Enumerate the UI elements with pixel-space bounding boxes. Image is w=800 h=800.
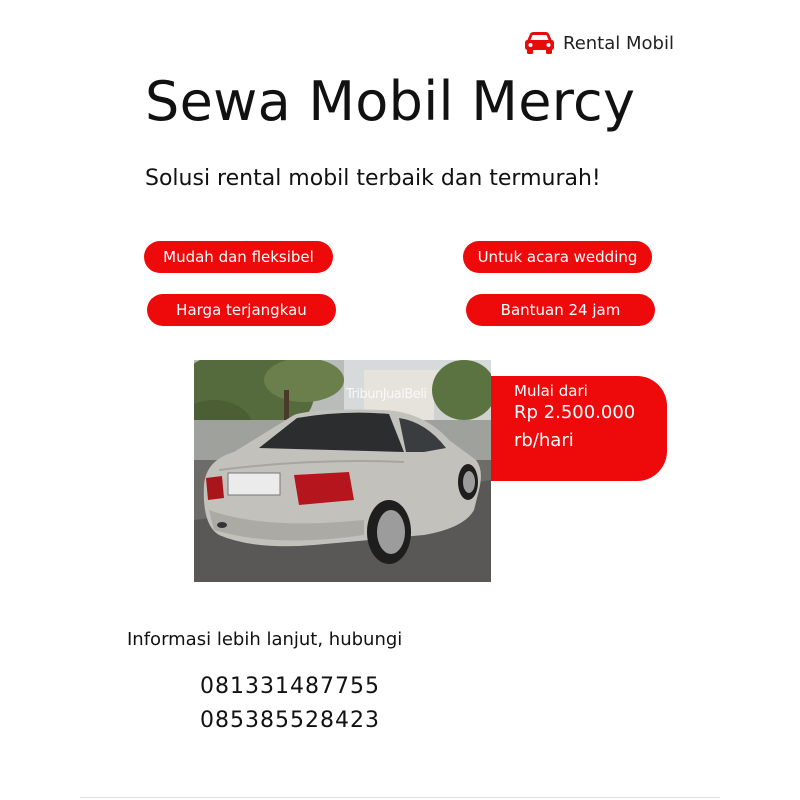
- phone-number: 081331487755: [200, 674, 380, 699]
- phone-number: 085385528423: [200, 708, 380, 733]
- price-value: Rp 2.500.000: [514, 402, 636, 423]
- photo-watermark: TribunJualBeli: [346, 387, 427, 402]
- divider: [80, 797, 720, 798]
- car-photo: [194, 360, 491, 582]
- brand-label: Rental Mobil: [563, 32, 674, 54]
- car-icon: [524, 31, 555, 55]
- brand: [524, 30, 674, 56]
- price-label: Mulai dari: [514, 382, 588, 400]
- contact-intro: Informasi lebih lanjut, hubungi: [127, 629, 403, 650]
- page-subtitle: Solusi rental mobil terbaik dan termurah!: [145, 166, 601, 191]
- price-unit: rb/hari: [514, 430, 574, 451]
- feature-badge: Harga terjangkau: [147, 294, 336, 326]
- feature-badge: Mudah dan fleksibel: [144, 241, 333, 273]
- feature-badge: Bantuan 24 jam: [466, 294, 655, 326]
- price-box: [491, 376, 667, 481]
- feature-badge: Untuk acara wedding: [463, 241, 652, 273]
- page-title: Sewa Mobil Mercy: [145, 70, 636, 133]
